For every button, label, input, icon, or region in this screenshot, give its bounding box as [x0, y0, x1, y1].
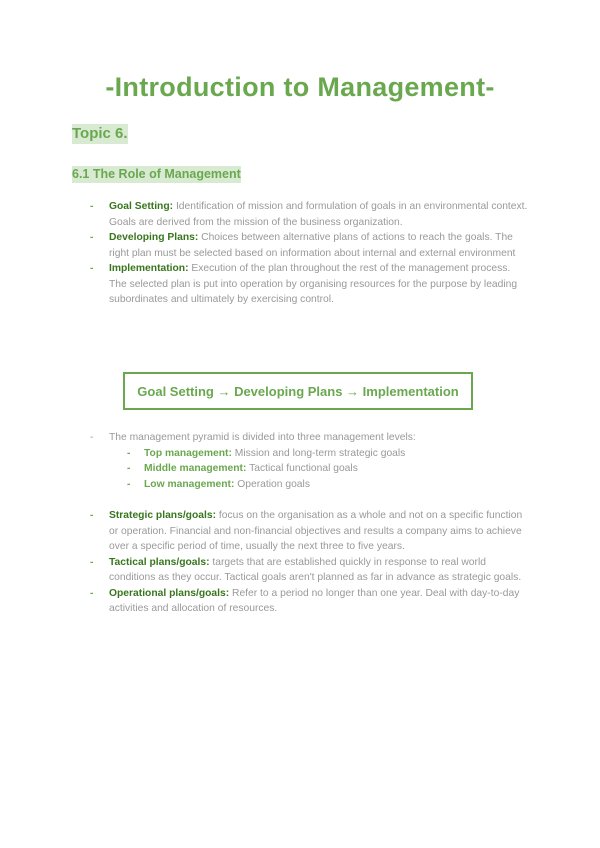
- management-levels-list: [90, 446, 530, 493]
- document-title: -Introduction to Management-: [105, 72, 495, 102]
- pyramid-intro-text: The management pyramid is divided into three management levels:: [109, 432, 416, 443]
- bullet-dash: -: [127, 463, 131, 474]
- list-item-tactical-plans: [90, 555, 530, 586]
- term-description: targets that are established quickly in response to real world conditions as they occur. Tactical goals aren't planned as far in advance as strategic goals.: [109, 556, 522, 583]
- bullet-dash: -: [90, 587, 94, 599]
- management-process-list: [90, 199, 530, 308]
- term-label: Strategic plans/goals:: [109, 510, 217, 521]
- bullet-dash: -: [90, 432, 94, 443]
- term-description: Execution of the plan throughout the rest of the management process. The selected plan is put into operation by organising resources for the purpose by leading subordinates and ultimately by exercising control.: [109, 263, 518, 305]
- term-label: Implementation:: [109, 263, 189, 274]
- level-top-management: [127, 446, 530, 462]
- term-description: Refer to a period no longer than one year. Deal with day-to-day activities and allocation of resources.: [109, 587, 520, 614]
- term-description: Mission and long-term strategic goals: [231, 447, 406, 459]
- process-flow-box: Goal Setting → Developing Plans → Implementation: [123, 372, 473, 410]
- bullet-dash: -: [90, 556, 94, 568]
- term-label: Top management:: [144, 447, 232, 459]
- term-description: Tactical functional goals: [246, 463, 358, 474]
- level-low-management: [127, 477, 530, 493]
- bullet-dash: -: [90, 263, 94, 274]
- plan-types-list: [90, 508, 530, 617]
- bullet-dash: -: [90, 232, 94, 243]
- management-pyramid-section: [90, 430, 530, 492]
- bullet-dash: -: [90, 201, 94, 212]
- term-label: Middle management:: [144, 463, 247, 474]
- term-description: focus on the organisation as a whole and not on a specific function or operation. Financial and non-financial objectives and results a company aims to achieve over a specific period of time, usually the next three to five years.: [109, 510, 523, 552]
- term-label: Goal Setting:: [109, 201, 174, 212]
- term-label: Low management:: [144, 478, 235, 490]
- term-description: Choices between alternative plans of actions to reach the goals. The right plan must be selected based on information about internal and external environment: [109, 232, 516, 259]
- term-label: Developing Plans:: [109, 232, 199, 243]
- term-label: Operational plans/goals:: [109, 587, 230, 599]
- list-item-developing-plans: [90, 230, 530, 261]
- bullet-dash: -: [127, 478, 131, 490]
- list-item-goal-setting: [90, 199, 530, 230]
- term-description: Identification of mission and formulation of goals in an environmental context. Goals are derived from the mission of the business organization.: [109, 201, 528, 228]
- section-heading: 6.1 The Role of Management: [72, 167, 241, 181]
- bullet-dash: -: [90, 510, 94, 521]
- level-middle-management: [127, 461, 530, 477]
- topic-heading: Topic 6.: [72, 125, 128, 142]
- list-item-implementation: [90, 261, 530, 308]
- term-description: Operation goals: [234, 478, 310, 490]
- pyramid-intro: [90, 430, 530, 446]
- list-item-operational-plans: [90, 586, 530, 617]
- list-item-strategic-plans: [90, 508, 530, 555]
- term-label: Tactical plans/goals:: [109, 556, 210, 568]
- bullet-dash: -: [127, 447, 131, 459]
